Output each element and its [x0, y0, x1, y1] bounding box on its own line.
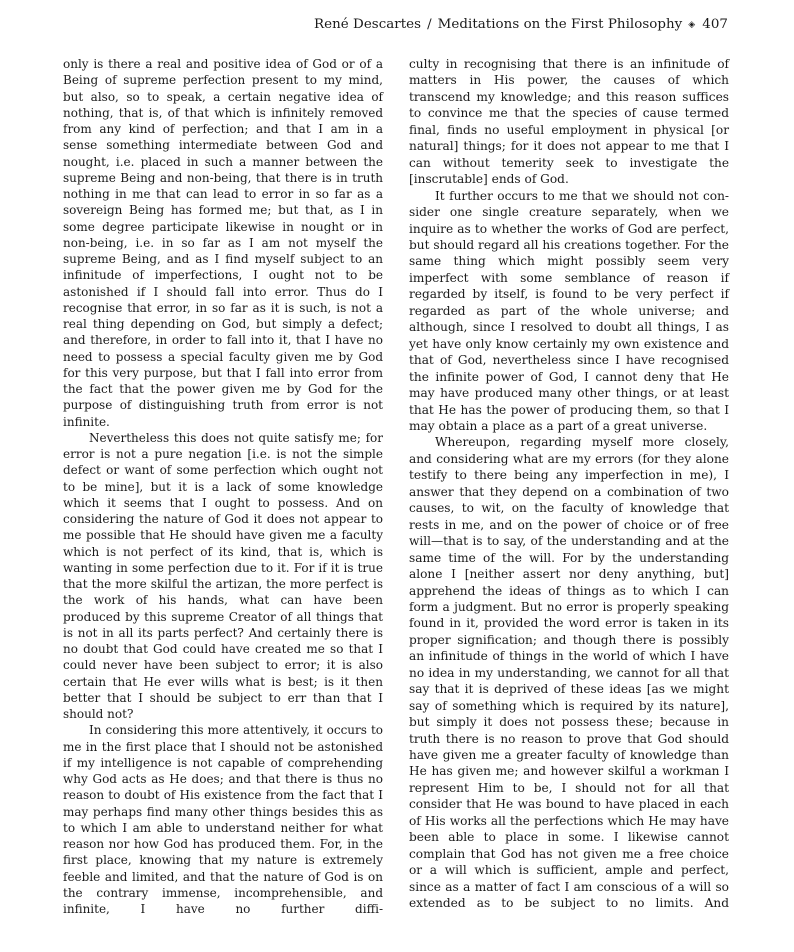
running-head [314, 17, 728, 32]
header-book-title: Meditations on the First Philosophy [437, 17, 683, 32]
paragraph-right-2: It further occurs to me that we should not consider one single creature separately, when we inquire as to whether the works of God are perfect, but should regard all his creations together. For the same thing which might possibly seem very imperfect with some semblance of reason if regarded by itself, is found to be very perfect if regarded as part of the whole universe; and although, since I resolved to doubt all things, I as yet have only know certainly my own existence and that of God, nevertheless since I have recognised the infinite power of God, I cannot deny that He may have produced many other things, or at least that He has the power of producing them, so that I may obtain a place as a part of a great universe. [409, 188, 729, 433]
paragraph-left-2: Nevertheless this does not quite satisfy me; for error is not a pure negation [i.e. is not the simple defect or want of some perfection which ought not to be mine], but it is a lack of some knowledge which it seems that I ought to possess. And on considering the nature of God it does not appear to me possible that He should have given me a faculty which is not perfect of its kind, that is, which is wanting in some perfection due to it. For if it is true that the more skilful the artizan, the more perfect is the work of his hands, what can have been produced by this supreme Creator of all things that is not in all its parts perfect? And certainly there is no doubt that God could have created me so that I could never have been subject to error; it is also certain that He ever wills what is best; is it then better that I should be subject to err than that I should not? [63, 430, 383, 721]
paragraph-right-3: Whereupon, regarding myself more closely, and considering what are my errors (for they alone testify to there being any imperfection in me), I answer that they depend on a combination of two causes, to wit, on the faculty of knowledge that rests in me, and on the power of choice or of free will—that is to say, of the understanding and at the same time of the will. For by the understanding alone I [neither assert nor deny anything, but] apprehend the ideas of things as to which I can form a judgment. But no error is properly speaking found in it, provided the word error is taken in its proper signification; and though there is possibly an infinitude of things in the world of which I have no idea in my understanding, we cannot for all that say that it is deprived of these ideas [as we might say of something which is required by its nature], but simply it does not possess these; because in truth there is no reason to prove that God should have given me a greater faculty of knowledge than He has given me; and however skilful a workman I represent Him to be, I should not for all that consider that He was bound to have placed in each of His works all the perfections which He may have been able to place in some. I likewise cannot complain that God has not given me a free choice or a will which is sufficient, ample and perfect, since as a matter of fact I am conscious of a will so extended as to be subject to no limits. And [409, 435, 729, 911]
page-number: 407 [702, 17, 728, 32]
header-author: René Descartes [313, 17, 422, 32]
paragraph-left-3: In considering this more attentively, it occurs to me in the first place that I should not be astonished if my intelligence is not capable of comprehending why God acts as He does; and that there is thus no reason to doubt of His existence from the fact that I may perhaps find many other things besides this as to which I am able to understand neither for what reason nor how God has produced them. For, in the first place, knowing that my nature is extremely feeble and limited, and that the nature of God is on the contrary immense, incomprehensible, and infinite, I have no further diffi- [63, 723, 383, 916]
paragraph-right-1: culty in recognising that there is an infinitude of matters in His power, the causes of which transcend my knowledge; and this reason suffices to convince me that the species of cause termed final, finds no useful employment in physical [or natural] things; for it does not appear to me that I can without temerity seek to investigate the [inscrutable] ends of God. [409, 57, 729, 187]
diamond-ornament-icon: ◈ [688, 20, 696, 30]
header-separator: / [427, 17, 432, 32]
paragraph-left-1: only is there a real and positive idea of God or of a Being of supreme perfection present to my mind, but also, so to speak, a certain negative idea of nothing, that is, of that which is infinitely removed from any kind of perfection; and that I am in a sense something intermediate between God and nought, i.e. placed in such a manner between the supreme Being and non-being, that there is in truth nothing in me that can lead to error in so far as a sovereign Being has formed me; but that, as I in some degree participate likewise in nought or in non-being, i.e. in so far as I am not myself the supreme Being, and as I find myself subject to an infinitude of imperfections, I ought not to be astonished if I should fall into error. Thus do I recognise that error, in so far as it is such, is not a real thing depending on God, but simply a defect; and therefore, in order to fall into it, that I have no need to possess a special faculty given me by God for this very purpose, but that I fall into error from the fact that the power given me by God for the purpose of distinguishing truth from error is not infinite. [63, 57, 383, 429]
left-column [63, 56, 383, 917]
right-column [409, 56, 729, 912]
